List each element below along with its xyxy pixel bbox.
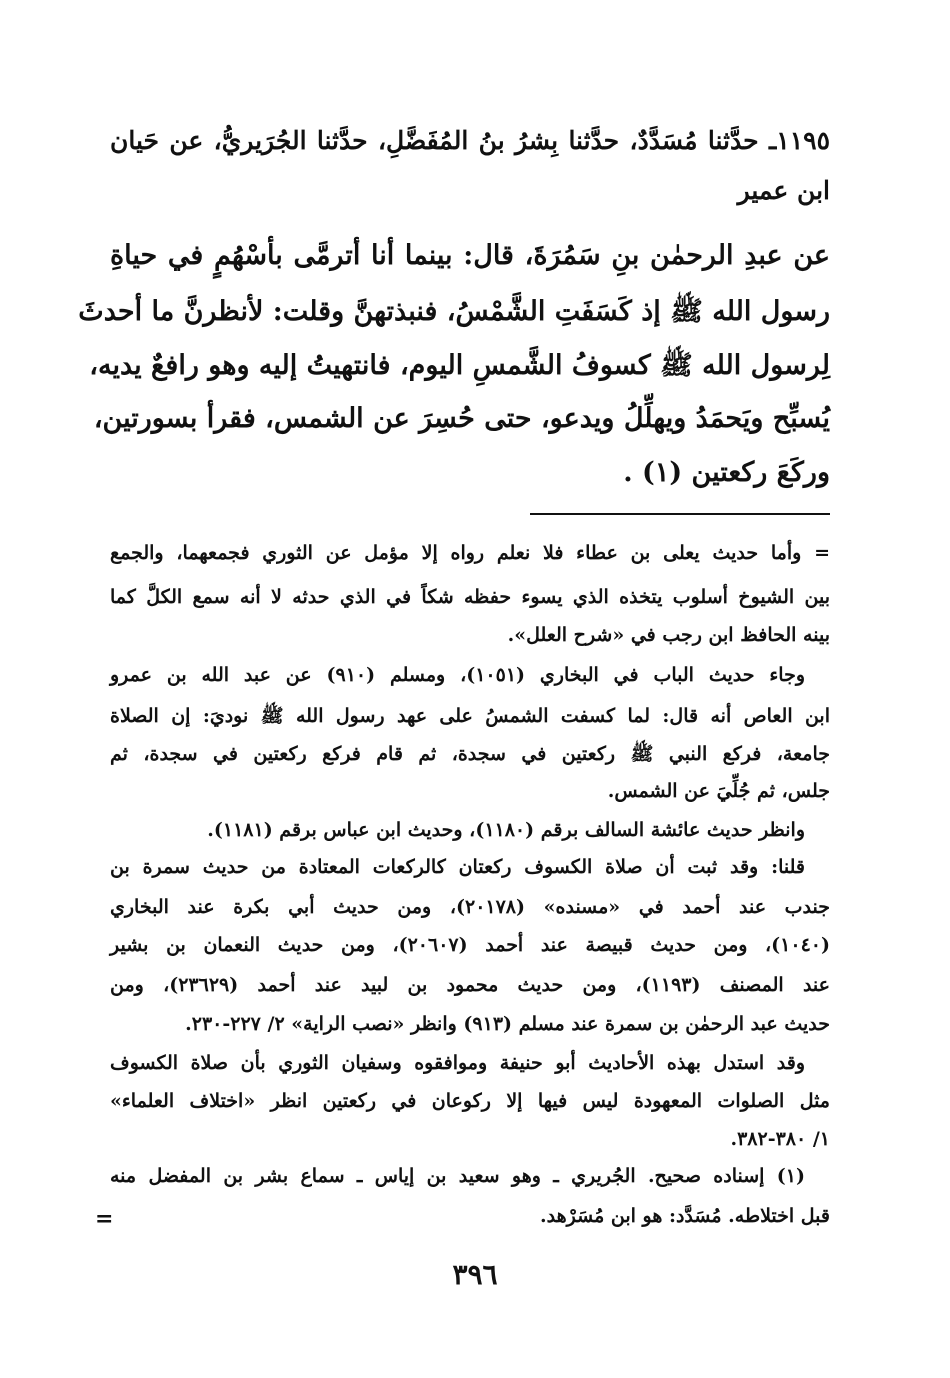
footnote-line: قلنا: وقد ثبت أن صلاة الكسوف ركعتان كالركعات المعتادة من حديث سمرة بن	[110, 856, 805, 878]
footnote-line: حديث عبد الرحمٰن بن سمرة عند مسلم (٩١٣) وانظر «نصب الراية» ٢/ ٢٢٧-٢٣٠.	[185, 1013, 830, 1035]
page-number: ٣٩٦	[452, 1258, 498, 1291]
hadith-matn-line-4: يُسبِّح ويَحمَدُ ويهلِّلُ ويدعو، حتى حُسِرَ عن الشمس، فقرأ بسورتين،	[93, 403, 830, 434]
hadith-isnad-line-1: ١١٩٥ـ حدَّثنا مُسَدَّدٌ، حدَّثنا بِشرُ بنُ المُفَضَّلِ، حدَّثنا الجُرَيريُّ، عن حَيان	[110, 126, 830, 155]
footnote-line: = وأما حديث يعلى بن عطاء فلا نعلم رواه إلا مؤمل عن الثوري فجمعهما، والجمع	[110, 542, 830, 564]
footnote-line: (١) إسناده صحيح. الجُريري ـ وهو سعيد بن إياس ـ سماع بشر بن المفضل منه	[110, 1165, 805, 1187]
hadith-matn-line-5: وركَعَ ركعتين (١) .	[623, 457, 830, 488]
hadith-matn-line-1: عن عبدِ الرحمٰن بنِ سَمُرَةَ، قال: بينما أنا أترمَّى بأسْهُمٍ في حياةِ	[110, 240, 830, 271]
footnote-line: وجاء حديث الباب في البخاري (١٠٥١)، ومسلم (٩١٠) عن عبد الله بن عمرو	[110, 664, 806, 686]
footnote-separator	[530, 513, 830, 515]
footnote-line: ١/ ٣٨٠-٣٨٢.	[730, 1128, 830, 1150]
footnote-line: بين الشيوخ أسلوب يتخذه الذي يسوء حفظه شكاً في الذي حدثه لا أنه سمع الكلَّ كما	[110, 586, 830, 608]
hadith-matn-line-2: رسول الله ﷺ إذ كَسَفَتِ الشَّمْسُ، فنبذتهنَّ وقلت: لأنظرنَّ ما أحدثَ	[78, 296, 830, 327]
footnote-line: قبل اختلاطه. مُسَدَّد: هو ابن مُسَرْهد.	[540, 1205, 830, 1227]
footnote-line: بينه الحافظ ابن رجب في «شرح العلل».	[507, 624, 830, 646]
footnote-line: مثل الصلوات المعهودة ليس فيها إلا ركوعان في ركعتين انظر «اختلاف العلماء»	[110, 1090, 830, 1112]
hadith-matn-line-3: لِرسول الله ﷺ كسوفُ الشَّمسِ اليوم، فانتهيتُ إليه وهو رافعٌ يديه،	[89, 350, 830, 381]
footnote-line: جندب عند أحمد في «مسنده» (٢٠١٧٨)، ومن حديث أبي بكرة عند البخاري	[110, 896, 830, 918]
footnote-line: عند المصنف (١١٩٣)، ومن حديث محمود بن لبيد عند أحمد (٢٣٦٢٩)، ومن	[110, 974, 830, 996]
footnote-line: وقد استدل بهذه الأحاديث أبو حنيفة وموافقوه وسفيان الثوري بأن صلاة الكسوف	[110, 1052, 805, 1074]
footnote-line: (١٠٤٠)، ومن حديث قبيصة عند أحمد (٢٠٦٠٧)، ومن حديث النعمان بن بشير	[110, 934, 830, 956]
continuation-mark: =	[95, 1206, 114, 1232]
footnote-line: وانظر حديث عائشة السالف برقم (١١٨٠)، وحديث ابن عباس برقم (١١٨١).	[207, 819, 805, 841]
footnote-line: ابن العاص أنه قال: لما كسفت الشمسُ على عهد رسول الله ﷺ نوديَ: إن الصلاة	[110, 705, 830, 727]
footnote-line: جلس، ثم جُلِّيَ عن الشمس.	[607, 780, 830, 802]
hadith-isnad-line-2: ابن عمير	[737, 176, 830, 205]
footnote-line: جامعة، فركع النبي ﷺ ركعتين في سجدة، ثم قام فركع ركعتين في سجدة، ثم	[110, 743, 830, 765]
